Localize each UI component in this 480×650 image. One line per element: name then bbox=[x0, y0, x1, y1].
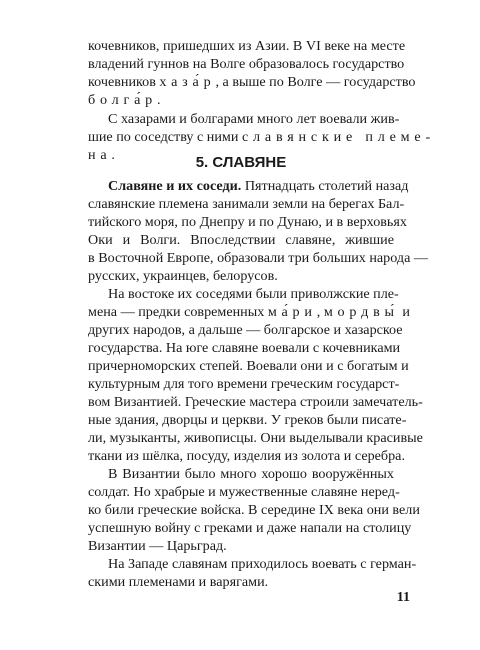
text-line: ли, музыканты, живописцы. Они выделывали красивые bbox=[88, 429, 423, 446]
page-number: 11 bbox=[396, 590, 410, 605]
text-line: солдат. Но храбрые и мужественные славяне неред- bbox=[88, 484, 400, 500]
text-line: в Восточной Европе, образовали три больших народа — bbox=[88, 249, 429, 266]
text-line: кочевников, пришедших из Азии. В VI веке на месте bbox=[88, 38, 406, 54]
text-line: культурным для того времени греческим государст- bbox=[88, 375, 400, 392]
text-line: Оки и Волги. Впоследствии славяне, жившие bbox=[88, 231, 394, 248]
text-run: кочевников bbox=[88, 74, 160, 90]
text-line bbox=[88, 72, 416, 92]
text-line: успешную войну с греками и даже напали на столицу bbox=[88, 520, 412, 536]
text-line: тийского моря, по Днепру и по Дунаю, и в верховьях bbox=[88, 213, 407, 230]
paragraph-lead: Славяне и их соседи. bbox=[108, 177, 242, 194]
section-heading: 5. СЛАВЯНЕ bbox=[195, 153, 287, 171]
spaced-term-slavic-tribes: славянские племе- bbox=[241, 128, 435, 145]
text-line bbox=[88, 302, 410, 322]
text-line bbox=[108, 176, 409, 196]
spaced-term-mari: ма́ри bbox=[267, 303, 317, 320]
text-line: На востоке их соседями были приволжские пле- bbox=[108, 285, 399, 302]
spaced-term-mordva: мордвы́ bbox=[323, 303, 399, 320]
text-line: С хазарами и болгарами много лет воевали жив- bbox=[108, 110, 400, 127]
text-line: причерноморских степей. Воевали они и с богатым и bbox=[88, 357, 409, 374]
text-run: шие по соседству с ними bbox=[88, 128, 242, 145]
text-line: ные здания, дворцы и церкви. У греков были писате- bbox=[88, 411, 407, 428]
text-line: ко били греческие войска. В середине IX века они вели bbox=[88, 502, 420, 518]
text-run: и bbox=[398, 303, 410, 320]
text-line: ткани из шёлка, посуду, изделия из золота и серебра. bbox=[88, 447, 405, 464]
text-line bbox=[88, 90, 394, 110]
text-line: владений гуннов на Волге образовалось государство bbox=[88, 56, 405, 72]
text-line: славянские племена занимали земли на берегах Бал- bbox=[88, 195, 405, 212]
spaced-term-bulgars: болга́р bbox=[88, 92, 158, 108]
text-line: скими племенами и варягами. bbox=[88, 574, 269, 590]
text-line: В Византии было много хорошо вооружённых bbox=[108, 465, 394, 482]
text-run: , bbox=[316, 303, 324, 320]
text-line: государства. На юге славяне воевали с кочевниками bbox=[88, 339, 401, 356]
text-run: . bbox=[157, 92, 161, 108]
spaced-term-slavic-tribes-end: на. bbox=[88, 146, 120, 163]
text-line: Византии — Царьград. bbox=[88, 538, 227, 554]
text-line: русских, украинцев, белорусов. bbox=[88, 267, 278, 284]
text-run: мена — предки современных bbox=[88, 303, 268, 320]
text-run: , а выше по Волге — государство bbox=[215, 74, 416, 90]
text-line: других народов, а дальше — болгарское и хазарское bbox=[88, 321, 403, 338]
text-line: На Западе славянам приходилось воевать с герман- bbox=[108, 556, 417, 572]
spaced-term-khazars: хаза́р bbox=[159, 74, 216, 90]
text-line: вом Византией. Греческие мастера строили замечатель- bbox=[88, 393, 423, 410]
text-run: Пятнадцать столетий назад bbox=[241, 177, 409, 194]
